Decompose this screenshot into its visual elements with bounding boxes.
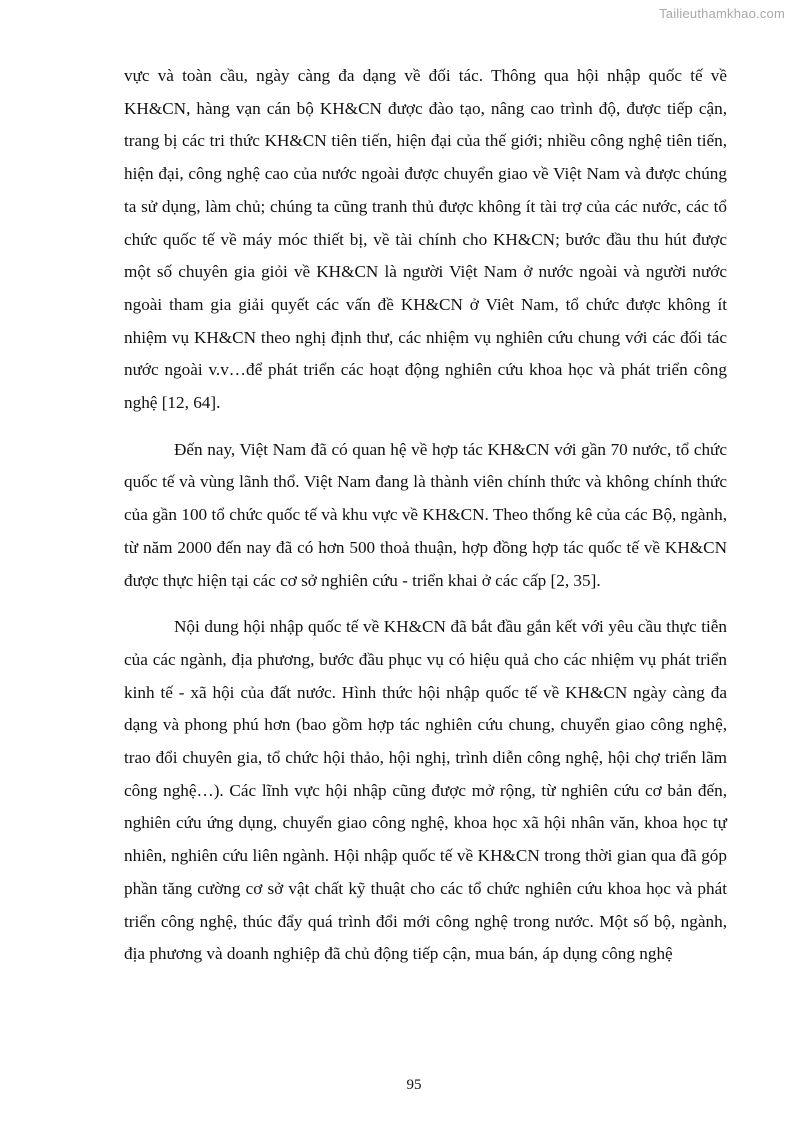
- watermark: Tailieuthamkhao.com: [659, 6, 785, 21]
- document-body: [124, 60, 727, 985]
- paragraph-continuation: vực và toàn cầu, ngày càng đa dạng về đối tác. Thông qua hội nhập quốc tế về KH&CN, hàng vạn cán bộ KH&CN được đào tạo, nâng cao trình độ, được tiếp cận, trang bị các tri thức KH&CN tiên tiến, hiện đại của thế giới; nhiều công nghệ tiên tiến, hiện đại, công nghệ cao của nước ngoài được chuyển giao về Việt Nam và được chúng ta sử dụng, làm chủ; chúng ta cũng tranh thủ được không ít tài trợ của các nước, các tổ chức quốc tế về máy móc thiết bị, về tài chính cho KH&CN; bước đầu thu hút được một số chuyên gia giỏi về KH&CN là người Việt Nam ở nước ngoài và người nước ngoài tham gia giải quyết các vấn đề KH&CN ở Viêt Nam, tổ chức được không ít nhiệm vụ KH&CN theo nghị định thư, các nhiệm vụ nghiên cứu chung với các đối tác nước ngoài v.v…để phát triển các hoạt động nghiên cứu khoa học và phát triển công nghệ [12, 64].: [124, 66, 727, 413]
- page-number: 95: [406, 1077, 422, 1093]
- paragraph-cooperation-stats: Đến nay, Việt Nam đã có quan hệ về hợp tác KH&CN với gần 70 nước, tổ chức quốc tế và vùng lãnh thổ. Việt Nam đang là thành viên chính thức và không chính thức của gần 100 tổ chức quốc tế và khu vực về KH&CN. Theo thống kê của các Bộ, ngành, từ năm 2000 đến nay đã có hơn 500 thoả thuận, hợp đồng hợp tác quốc tế về KH&CN được thực hiện tại các cơ sở nghiên cứu - triển khai ở các cấp [2, 35].: [124, 439, 727, 590]
- paragraph-integration-content: Nội dung hội nhập quốc tế về KH&CN đã bắt đầu gắn kết với yêu cầu thực tiễn của các ngành, địa phương, bước đầu phục vụ có hiệu quả cho các nhiệm vụ phát triển kinh tế - xã hội của đất nước. Hình thức hội nhập quốc tế về KH&CN ngày càng đa dạng và phong phú hơn (bao gồm hợp tác nghiên cứu chung, chuyển giao công nghệ, trao đổi chuyên gia, tổ chức hội thảo, hội nghị, trình diễn công nghệ, hội chợ triển lãm công nghệ…). Các lĩnh vực hội nhập cũng được mở rộng, từ nghiên cứu cơ bản đến, nghiên cứu ứng dụng, chuyển giao công nghệ, khoa học xã hội nhân văn, khoa học tự nhiên, nghiên cứu liên ngành. Hội nhập quốc tế về KH&CN trong thời gian qua đã góp phần tăng cường cơ sở vật chất kỹ thuật cho các tổ chức nghiên cứu khoa học và phát triển công nghệ, thúc đẩy quá trình đổi mới công nghệ trong nước. Một số bộ, ngành, địa phương và doanh nghiệp đã chủ động tiếp cận, mua bán, áp dụng công nghệ: [124, 617, 727, 964]
